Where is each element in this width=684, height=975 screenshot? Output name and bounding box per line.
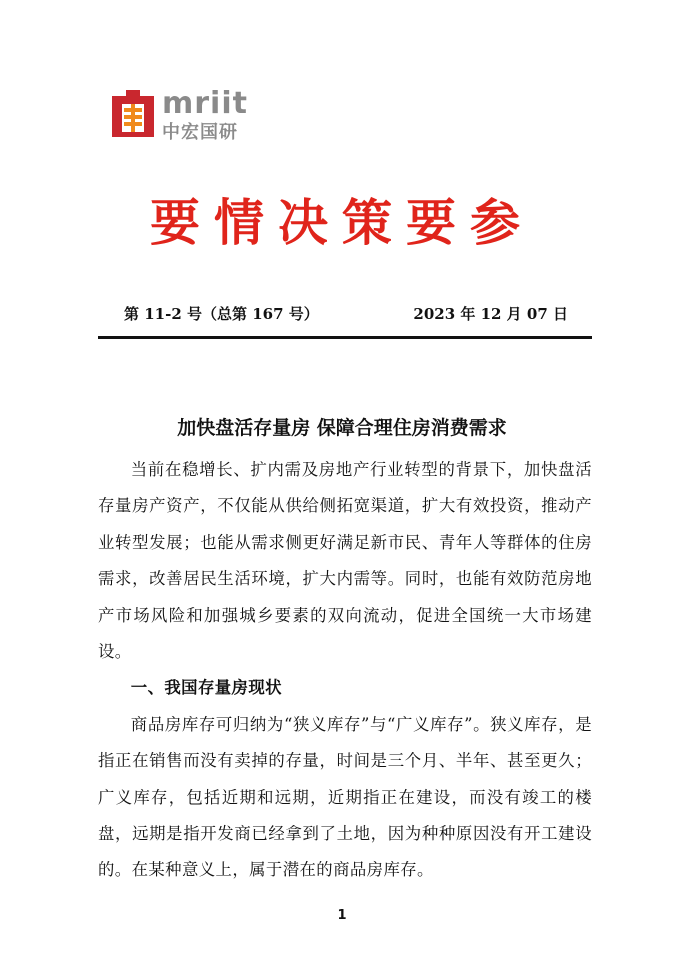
issue-date: 2023 年 12 月 07 日 — [413, 305, 568, 323]
paragraph-1: 当前在稳增长、扩内需及房地产行业转型的背景下，加快盘活存量房产资产，不仅能从供给侧拓宽渠道，扩大有效投资，推动产业转型发展；也能从需求侧更好满足新市民、青年人等群体的住房需求，改善居民生活环境，扩大内需等。同时，也能有效防范房地产市场风险和加强城乡要素的双向流动，促进全国统一大市场建设。 — [98, 460, 592, 662]
page-number: 1 — [337, 908, 347, 923]
masthead-title: 要情决策要参 — [150, 194, 534, 252]
issue-number: 第 11-2 号（总第 167 号） — [124, 305, 319, 323]
logo-chinese-name: 中宏国研 — [162, 122, 238, 143]
mriit-logo — [110, 86, 250, 145]
paragraph-2: 商品房库存可归纳为“狭义库存”与“广义库存”。狭义库存，是指正在销售而没有卖掉的存量，时间是三个月、半年、甚至更久；广义库存，包括近期和远期，近期指正在建设，而没有竣工的楼盘，远期是指开发商已经拿到了土地，因为种种原因没有开工建设的。在某种意义上，属于潜在的商品房库存。 — [98, 714, 592, 880]
logo-wordmark: mriit — [162, 86, 248, 121]
section-heading-1: 一、我国存量房现状 — [130, 678, 282, 698]
mriit-logo-mark-icon — [110, 90, 156, 138]
article-body — [98, 452, 592, 889]
article-title: 加快盘活存量房 保障合理住房消费需求 — [177, 417, 507, 439]
header-divider — [98, 336, 592, 339]
issue-info — [98, 303, 592, 325]
